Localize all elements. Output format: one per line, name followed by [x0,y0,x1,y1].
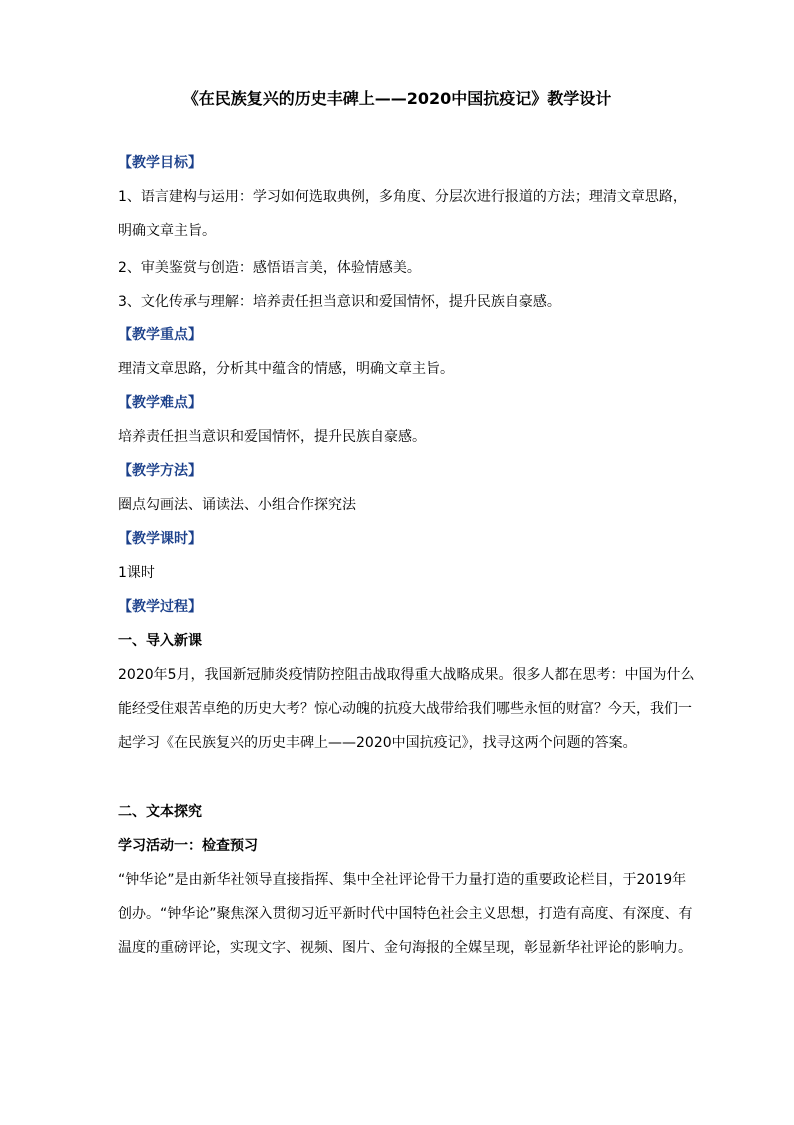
objective-item-1: 1、语言建构与运用：学习如何选取典例，多角度、分层次进行报道的方法；理清文章思路，明确文章主旨。 [118,189,687,239]
document-title: 《在民族复兴的历史丰碑上——2020中国抗疫记》教学设计 [182,89,612,108]
objective-item-2: 2、审美鉴赏与创造：感悟语言美，体验情感美。 [118,260,421,276]
objectives-heading: 【教学目标】 [118,155,202,171]
section-1-text: 2020年5月，我国新冠肺炎疫情防控阻击战取得重大战略成果。很多人都在思考：中国为什么能经受住艰苦卓绝的历史大考？惊心动魄的抗疫大战带给我们哪些永恒的财富？今天，我们一起学习《在民族复兴的历史丰碑上——2020中国抗疫记》，找寻这两个问题的答案。 [118,667,695,751]
methods-text: 圈点勾画法、诵读法、小组合作探究法 [118,497,356,513]
key-points-text: 理清文章思路，分析其中蕴含的情感，明确文章主旨。 [118,361,454,377]
difficulties-heading: 【教学难点】 [118,395,202,411]
key-points-heading: 【教学重点】 [118,327,202,343]
process-heading: 【教学过程】 [118,599,202,615]
hours-text: 1课时 [118,565,155,581]
section-1-title: 一、导入新课 [118,633,202,649]
activity-1-text: “钟华论”是由新华社领导直接指挥、集中全社评论骨干力量打造的重要政论栏目，于2019年创办。“钟华论”聚焦深入贯彻习近平新时代中国特色社会主义思想，打造有高度、有深度、有温度的重磅评论，实现文字、视频、图片、金句海报的全媒呈现，彰显新华社评论的影响力。 [118,872,693,956]
difficulties-text: 培养责任担当意识和爱国情怀，提升民族自豪感。 [118,429,426,445]
methods-heading: 【教学方法】 [118,463,202,479]
section-2-title: 二、文本探究 [118,804,202,820]
activity-1-title: 学习活动一：检查预习 [118,838,258,854]
hours-heading: 【教学课时】 [118,531,202,547]
objective-item-3: 3、文化传承与理解：培养责任担当意识和爱国情怀，提升民族自豪感。 [118,294,561,310]
